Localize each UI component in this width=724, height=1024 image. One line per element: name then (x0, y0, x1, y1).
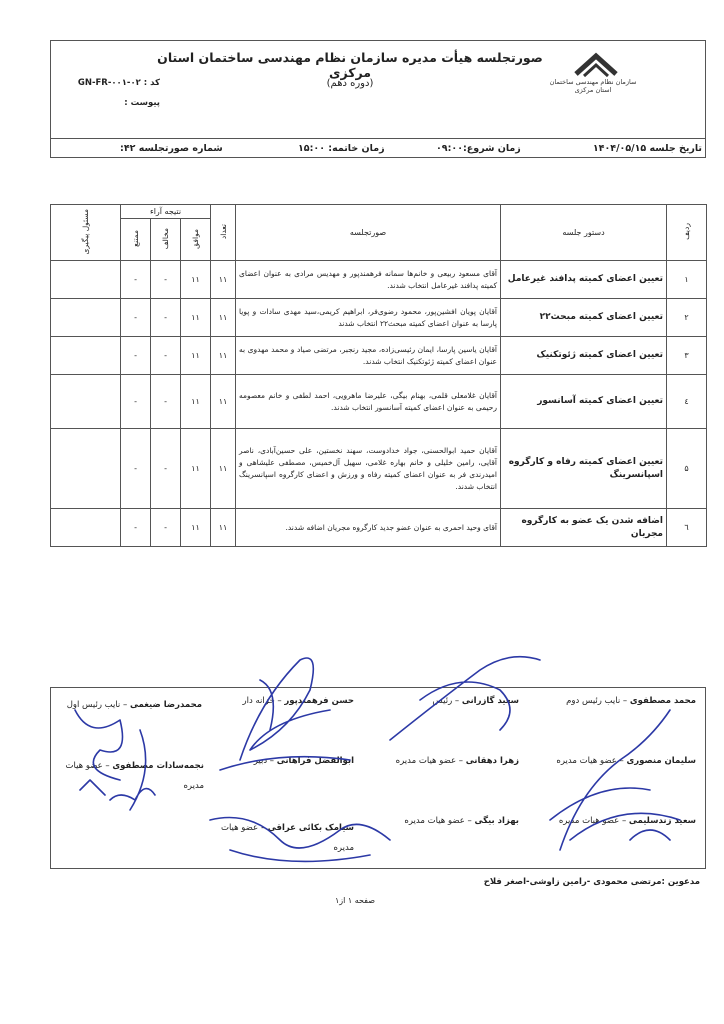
handwritten-signature-icon (200, 800, 400, 870)
document-title: صورتجلسه هیأت مدیره سازمان نظام مهندسی ساختمان استان مرکزی (157, 50, 543, 80)
row-followup (51, 337, 121, 375)
row-agenda: اضافه شدن یک عضو به کارگروه مجریان (501, 509, 667, 547)
table-row (51, 509, 707, 547)
row-minute: آقایان حمید ابوالحسنی، جواد خدادوست، سهند نخستین، علی حسین‌آبادی، ناصر آقایی، رامین خلیلی و خانم بهاره غلامی، سهیل آل‌خمیس، مصطفی علیشاهی و امیدرندی فر به عنوان اعضای کمیته رفاه و ورزش و اعضای کارگروه اسپانسرینگ انتخاب شدند. (236, 429, 501, 509)
page-number: صفحه ۱ از۱ (334, 896, 376, 905)
row-number: ۱ (667, 261, 707, 299)
handwritten-signature-icon (200, 640, 380, 780)
end-time: زمان خاتمه: ۱۵:۰۰ (298, 143, 385, 154)
row-disagree: - (151, 375, 181, 429)
header-vote-result: نتیجه آراء (121, 205, 211, 219)
row-count: ۱۱ (211, 299, 236, 337)
row-agenda: تعیین اعضای کمیته رفاه و کارگروه اسپانسرینگ (501, 429, 667, 509)
row-followup (51, 261, 121, 299)
header-row-number: ردیف (667, 205, 707, 261)
row-count: ۱۱ (211, 509, 236, 547)
row-abstain: - (121, 429, 151, 509)
row-minute: آقایان غلامعلی قلمی، بهنام بیگی، علیرضا ماهرویی، احمد لطفی و خانم معصومه رحیمی به عنوان اعضای کمیته آسانسور انتخاب شدند. (236, 375, 501, 429)
row-count: ۱۱ (211, 429, 236, 509)
row-agenda: تعیین اعضای کمیته پدافند غیرعامل (501, 261, 667, 299)
row-agree: ۱۱ (181, 509, 211, 547)
meeting-date: تاریخ جلسه ۱۴۰۴/۰۵/۱۵ (592, 143, 702, 154)
organization-logo-icon (566, 44, 626, 104)
header-disagree: مخالف (151, 219, 181, 261)
row-minute: آقایان یاسین پارسا، ایمان رئیسی‌زاده، مجید رنجبر، مرتضی صیاد و محمد مهدوی به عنوان اعضای کمیته ژئوتکنیک انتخاب شدند. (236, 337, 501, 375)
handwritten-signature-icon (540, 700, 700, 860)
row-abstain: - (121, 299, 151, 337)
handwritten-signature-icon (60, 700, 200, 830)
row-agenda: تعیین اعضای کمیته آسانسور (501, 375, 667, 429)
meeting-number: شماره صورتجلسه ۴۲: (120, 143, 223, 154)
signature-label: سعید گازرانی – رئیس (432, 696, 519, 706)
header-followup: مسئول پیگیری (51, 205, 121, 261)
row-number: ٦ (667, 509, 707, 547)
row-agree: ۱۱ (181, 429, 211, 509)
row-disagree: - (151, 429, 181, 509)
row-agree: ۱۱ (181, 337, 211, 375)
minutes-table (50, 204, 707, 547)
table-row (51, 429, 707, 509)
invitees-line: مدعوین :مرتضی محمودی -رامین زاوشی-اصغر فلاح (483, 877, 700, 887)
signature-label: نجمه‌سادات مصطفوی – عضو هیات مدیره (65, 761, 204, 791)
table-row (51, 261, 707, 299)
document-subtitle: (دوره دهم) (326, 78, 374, 89)
row-agenda: تعیین اعضای کمیته ژئوتکنیک (501, 337, 667, 375)
header-agree: موافق (181, 219, 211, 261)
signature-label: زهرا دهقانی – عضو هیات مدیره (395, 756, 519, 766)
start-time: زمان شروع:۰۹:۰۰ (436, 143, 521, 154)
row-followup (51, 509, 121, 547)
row-minute: آقای مسعود ربیعی و خانم‌ها سمانه فرهمندپور و مهدیس مرادی به عنوان اعضای کمیته پدافند غیرعامل انتخاب شدند. (236, 261, 501, 299)
row-agenda: تعیین اعضای کمیته مبحث۲۲ (501, 299, 667, 337)
row-abstain: - (121, 375, 151, 429)
row-followup (51, 299, 121, 337)
row-number: ۵ (667, 429, 707, 509)
header-divider (50, 138, 706, 139)
table-row (51, 299, 707, 337)
signature-label: سیامک بکائی عراقی – عضو هیات مدیره (220, 823, 354, 853)
row-followup (51, 375, 121, 429)
row-count: ۱۱ (211, 337, 236, 375)
table-row (51, 337, 707, 375)
signature-label: محمدرضا ضیغمی – نایب رئیس اول (66, 700, 202, 710)
row-agree: ۱۱ (181, 299, 211, 337)
signature-label: محمد مصطفوی – نایب رئیس دوم (566, 696, 696, 706)
row-minute: آقای وحید احمری به عنوان عضو جدید کارگروه مجریان اضافه شدند. (236, 509, 501, 547)
row-followup (51, 429, 121, 509)
row-disagree: - (151, 509, 181, 547)
header-agenda: دستور جلسه (501, 205, 667, 261)
signature-label: بهزاد بیگی – عضو هیات مدیره (404, 816, 519, 826)
row-disagree: - (151, 299, 181, 337)
signature-label: سعید زندسلیمی – عضو هیات مدیره (558, 816, 696, 826)
row-disagree: - (151, 261, 181, 299)
row-minute: آقایان پویان افشین‌پور، محمود رضوی‌فر، ابراهیم کریمی،سید مهدی سادات و پویا پارسا به عنوان اعضای کمیته مبحث۲۲ انتخاب شدند (236, 299, 501, 337)
row-number: ۳ (667, 337, 707, 375)
row-count: ۱۱ (211, 261, 236, 299)
header-minutes: صورتجلسه (236, 205, 501, 261)
attachment-label: پیوست : (124, 98, 160, 108)
signature-label: ابوالفضل فراهانی – دبیر (253, 756, 354, 766)
row-abstain: - (121, 337, 151, 375)
row-number: ٤ (667, 375, 707, 429)
header-abstain: ممتنع (121, 219, 151, 261)
row-count: ۱۱ (211, 375, 236, 429)
row-number: ۲ (667, 299, 707, 337)
signature-label: حسن فرهمندپور – خزانه دار (242, 696, 354, 706)
row-agree: ۱۱ (181, 375, 211, 429)
row-agree: ۱۱ (181, 261, 211, 299)
row-disagree: - (151, 337, 181, 375)
signature-label: سلیمان منصوری – عضو هیات مدیره (556, 756, 696, 766)
table-row (51, 375, 707, 429)
logo-text: سازمان نظام مهندسی ساختمان استان مرکزی (549, 78, 637, 94)
row-abstain: - (121, 261, 151, 299)
row-abstain: - (121, 509, 151, 547)
form-code: کد : GN-FR-۰۰۱-۰۲ (77, 78, 160, 88)
header-count: تعداد (211, 205, 236, 261)
table-header-row (51, 205, 707, 219)
handwritten-signature-icon (380, 640, 560, 750)
